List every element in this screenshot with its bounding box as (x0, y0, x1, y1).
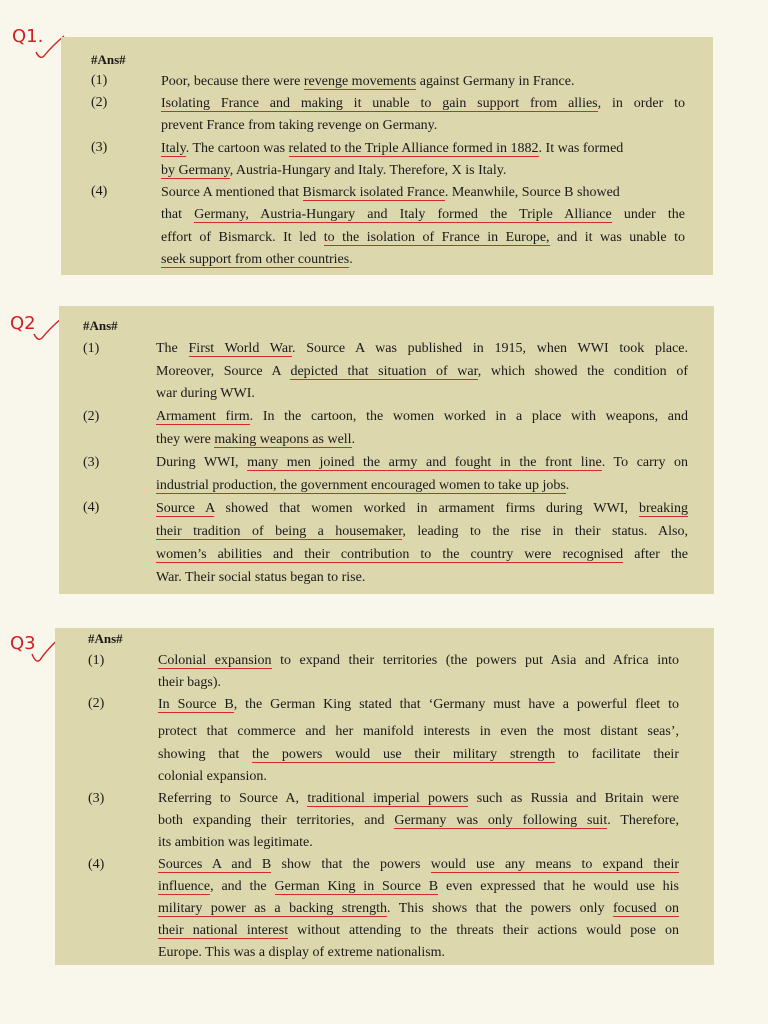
answer-line: Moreover, Source A depicted that situation of war, which showed the condition of (156, 364, 688, 379)
item-number: (1) (88, 653, 105, 668)
answer-line: effort of Bismarck. It led to the isolation of France in Europe, and it was unable to (161, 230, 685, 245)
answer-line: women’s abilities and their contribution to the country were recognised after the (156, 547, 689, 562)
answer-line: that Germany, Austria-Hungary and Italy formed the Triple Alliance under the (161, 207, 685, 222)
answer-line: prevent France from taking revenge on Germany. (161, 118, 438, 133)
item-number: (2) (83, 409, 100, 424)
answer-line: influence, and the German King in Source B even expressed that he would use his (158, 879, 679, 894)
item-number: (2) (91, 95, 108, 110)
answer-line: their national interest without attending to the threats their actions would pose on (158, 923, 679, 938)
item-number: (3) (83, 455, 100, 470)
answer-line: Sources A and B show that the powers would use any means to expand their (158, 857, 679, 872)
ans-heading: #Ans# (91, 52, 126, 67)
answer-line: Europe. This was a display of extreme nationalism. (158, 945, 446, 960)
answer-line: Poor, because there were revenge movements against Germany in France. (161, 74, 575, 89)
answer-line: by Germany, Austria-Hungary and Italy. Therefore, X is Italy. (161, 163, 507, 178)
item-number: (1) (91, 73, 108, 88)
ans-heading: #Ans# (83, 318, 118, 333)
answer-line: In Source B, the German King stated that ‘Germany must have a powerful fleet to (158, 697, 679, 712)
answer-line: war during WWI. (156, 386, 255, 401)
item-number: (1) (83, 341, 100, 356)
q2-handwritten-label: Q2 (10, 313, 36, 334)
answer-line: Source A showed that women worked in armament firms during WWI, breaking (156, 501, 688, 516)
answer-line: their bags). (158, 675, 221, 690)
q2-answer-block (59, 306, 714, 594)
item-number: (4) (91, 184, 108, 199)
answer-line: Isolating France and making it unable to gain support from allies, in order to (161, 96, 685, 111)
answer-line: showing that the powers would use their military strength to facilitate their (158, 747, 679, 762)
q3-answer-block (55, 628, 714, 965)
item-number: (3) (88, 791, 105, 806)
item-number: (4) (83, 500, 100, 515)
item-number: (2) (88, 696, 105, 711)
q1-handwritten-label: Q1. (12, 26, 44, 47)
answer-line: military power as a backing strength. This shows that the powers only focused on (158, 901, 680, 916)
answer-line: Italy. The cartoon was related to the Triple Alliance formed in 1882. It was formed (161, 141, 624, 156)
answer-line: their tradition of being a housemaker, leading to the rise in their status. Also, (156, 524, 688, 539)
q1-answer-block (61, 37, 713, 275)
q3-handwritten-label: Q3 (10, 633, 36, 654)
answer-line: During WWI, many men joined the army and fought in the front line. To carry on (156, 455, 688, 470)
answer-line: Source A mentioned that Bismarck isolated France. Meanwhile, Source B showed (161, 185, 620, 200)
answer-line: The First World War. Source A was published in 1915, when WWI took place. (156, 341, 688, 356)
answer-line: industrial production, the government encouraged women to take up jobs. (156, 478, 570, 493)
item-number: (4) (88, 857, 105, 872)
ans-heading: #Ans# (88, 631, 123, 646)
answer-line: they were making weapons as well. (156, 432, 356, 447)
answer-line: Armament firm. In the cartoon, the women worked in a place with weapons, and (156, 409, 688, 424)
answer-line: Colonial expansion to expand their territories (the powers put Asia and Africa into (158, 653, 679, 668)
answer-line: both expanding their territories, and Germany was only following suit. Therefore, (158, 813, 680, 828)
answer-line: colonial expansion. (158, 769, 267, 784)
item-number: (3) (91, 140, 108, 155)
answer-line: Referring to Source A, traditional imperial powers such as Russia and Britain were (158, 791, 680, 806)
answer-line: seek support from other countries. (161, 252, 353, 267)
answer-line: protect that commerce and her manifold interests in even the most distant seas’, (158, 724, 679, 739)
answer-line: its ambition was legitimate. (158, 835, 313, 850)
answer-line: War. Their social status began to rise. (156, 570, 366, 585)
